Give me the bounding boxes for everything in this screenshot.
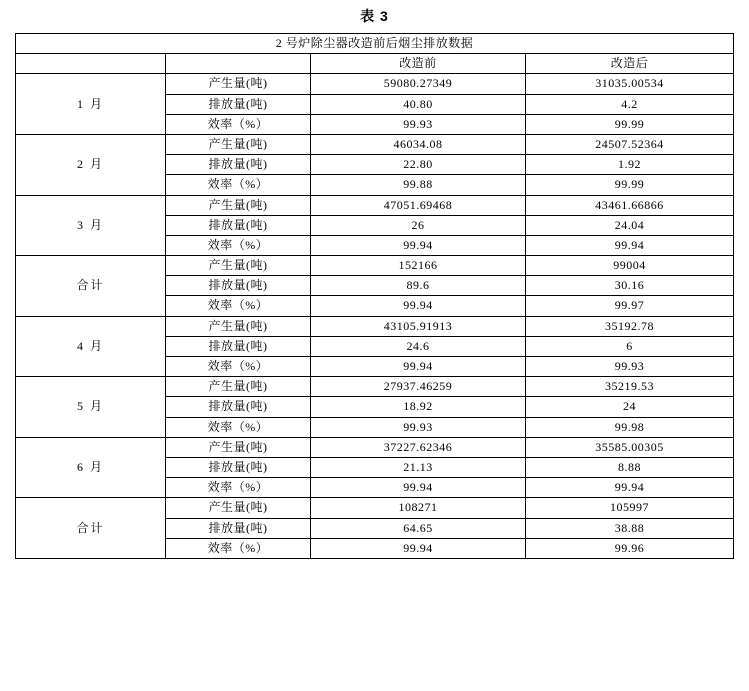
value-after: 99.99 [525, 114, 733, 134]
value-after: 30.16 [525, 276, 733, 296]
header-month [15, 54, 165, 74]
metric-label: 排放量(吨) [165, 397, 310, 417]
metric-label: 效率（%） [165, 175, 310, 195]
metric-label: 产生量(吨) [165, 437, 310, 457]
value-before: 64.65 [310, 518, 525, 538]
value-after: 99.97 [525, 296, 733, 316]
value-before: 27937.46259 [310, 377, 525, 397]
value-after: 99.99 [525, 175, 733, 195]
table-row [15, 134, 733, 154]
value-after: 31035.00534 [525, 74, 733, 94]
value-after: 99.96 [525, 538, 733, 558]
value-after: 99004 [525, 256, 733, 276]
metric-label: 排放量(吨) [165, 155, 310, 175]
group-label: 1 月 [15, 74, 165, 135]
value-before: 99.93 [310, 114, 525, 134]
group-label: 6 月 [15, 437, 165, 498]
value-before: 43105.91913 [310, 316, 525, 336]
metric-label: 效率（%） [165, 296, 310, 316]
value-after: 35585.00305 [525, 437, 733, 457]
metric-label: 效率（%） [165, 235, 310, 255]
metric-label: 产生量(吨) [165, 134, 310, 154]
value-after: 4.2 [525, 94, 733, 114]
value-before: 152166 [310, 256, 525, 276]
value-after: 24507.52364 [525, 134, 733, 154]
table-header-row [15, 54, 733, 74]
group-label: 合计 [15, 256, 165, 317]
table-row [15, 316, 733, 336]
value-after: 99.93 [525, 357, 733, 377]
value-after: 43461.66866 [525, 195, 733, 215]
metric-label: 排放量(吨) [165, 336, 310, 356]
value-before: 37227.62346 [310, 437, 525, 457]
value-before: 40.80 [310, 94, 525, 114]
metric-label: 排放量(吨) [165, 215, 310, 235]
group-label: 4 月 [15, 316, 165, 377]
value-after: 24.04 [525, 215, 733, 235]
metric-label: 产生量(吨) [165, 498, 310, 518]
value-before: 99.94 [310, 235, 525, 255]
value-before: 99.93 [310, 417, 525, 437]
metric-label: 产生量(吨) [165, 316, 310, 336]
metric-label: 排放量(吨) [165, 518, 310, 538]
header-after: 改造后 [525, 54, 733, 74]
table-caption: 表 3 [360, 8, 389, 24]
metric-label: 排放量(吨) [165, 276, 310, 296]
value-after: 1.92 [525, 155, 733, 175]
value-after: 35192.78 [525, 316, 733, 336]
value-after: 105997 [525, 498, 733, 518]
metric-label: 产生量(吨) [165, 377, 310, 397]
metric-label: 效率（%） [165, 114, 310, 134]
value-before: 47051.69468 [310, 195, 525, 215]
value-after: 35219.53 [525, 377, 733, 397]
value-before: 18.92 [310, 397, 525, 417]
metric-label: 效率（%） [165, 538, 310, 558]
group-label: 5 月 [15, 377, 165, 438]
header-before: 改造前 [310, 54, 525, 74]
table-row [15, 74, 733, 94]
value-after: 99.94 [525, 478, 733, 498]
table-row [15, 498, 733, 518]
value-before: 99.88 [310, 175, 525, 195]
metric-label: 效率（%） [165, 357, 310, 377]
value-after: 8.88 [525, 457, 733, 477]
metric-label: 排放量(吨) [165, 94, 310, 114]
value-before: 21.13 [310, 457, 525, 477]
value-before: 89.6 [310, 276, 525, 296]
table-row [15, 195, 733, 215]
group-label: 合计 [15, 498, 165, 559]
value-before: 22.80 [310, 155, 525, 175]
emissions-data-table [15, 33, 734, 559]
table-title-row [15, 34, 733, 54]
metric-label: 产生量(吨) [165, 74, 310, 94]
table-title: 2 号炉除尘器改造前后烟尘排放数据 [15, 34, 733, 54]
group-label: 2 月 [15, 134, 165, 195]
table-row [15, 256, 733, 276]
metric-label: 效率（%） [165, 478, 310, 498]
value-after: 6 [525, 336, 733, 356]
value-before: 99.94 [310, 538, 525, 558]
metric-label: 产生量(吨) [165, 195, 310, 215]
value-before: 99.94 [310, 357, 525, 377]
value-before: 99.94 [310, 296, 525, 316]
value-before: 26 [310, 215, 525, 235]
value-before: 46034.08 [310, 134, 525, 154]
value-before: 24.6 [310, 336, 525, 356]
value-after: 38.88 [525, 518, 733, 538]
value-before: 59080.27349 [310, 74, 525, 94]
value-before: 108271 [310, 498, 525, 518]
metric-label: 产生量(吨) [165, 256, 310, 276]
value-before: 99.94 [310, 478, 525, 498]
value-after: 24 [525, 397, 733, 417]
table-row [15, 377, 733, 397]
group-label: 3 月 [15, 195, 165, 256]
value-after: 99.94 [525, 235, 733, 255]
header-metric [165, 54, 310, 74]
metric-label: 排放量(吨) [165, 457, 310, 477]
table-row [15, 437, 733, 457]
value-after: 99.98 [525, 417, 733, 437]
metric-label: 效率（%） [165, 417, 310, 437]
